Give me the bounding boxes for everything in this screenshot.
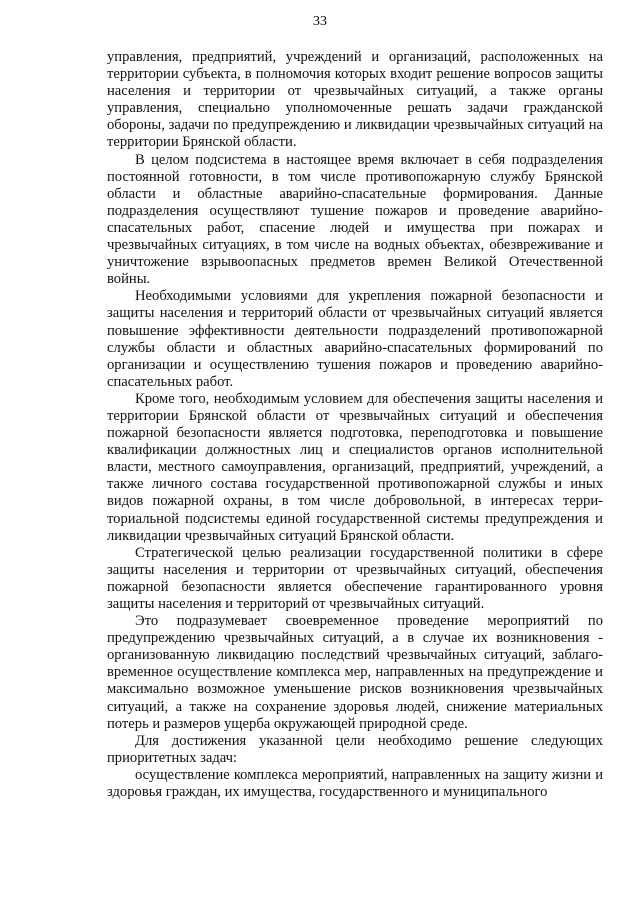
paragraph-5: Стратегической целью реализации государственной политики в сфере защиты населения и территории от чрезвычайных ситуаций, обеспечения пожарной безопасности является обеспечение гарантированного уровня защиты населения и территорий от чрезвычайных ситуаций. [107,544,603,612]
paragraph-4: Кроме того, необходимым условием для обеспечения защиты населения и территории Брянской области от чрезвычайных ситуаций и обеспечения пожарной безопасности является подготовка, переподготовка и повышение квалификации должностных лиц и специалистов органов исполнительной власти, местного самоуправления, организаций, предприятий, учреждений, а также личного состава государственной противопожарной службы и иных видов пожарной охраны, в том числе добровольной, в интересах территориальной подсистемы единой государственной системы предупреждения и ликвидации чрезвычайных ситуаций Брянской области. [107,390,603,544]
paragraph-6: Это подразумевает своевременное проведение мероприятий по предупреждению чрезвычайных ситуаций, а в случае их возникновения - организованную ликвидацию последствий чрезвычайных ситуаций, заблаговременное осуществление комплекса мер, направленных на предупреждение и максимально возможное уменьшение рисков возникновения чрезвычайных ситуаций, а также на сохранение здоровья людей, снижение материальных потерь и размеров ущерба окружающей природной среде. [107,613,603,732]
paragraph-3: Необходимыми условиями для укрепления пожарной безопасности и защиты населения и территорий области от чрезвычайных ситуаций является повышение эффективности деятельности подразделений противопожарной службы области и областных аварийно-спасательных формирований по организации и осуществлению тушения пожаров и проведению аварийно-спасательных работ. [107,288,603,390]
body-text [107,49,603,801]
paragraph-1: управления, предприятий, учреждений и организаций, расположенных на территории субъекта, в полномочия которых входит решение вопросов защиты населения и территории от чрезвычайных ситуаций, а также органы управления, специально уполномоченные решать задачи гражданской обороны, задачи по предупреждению и ликвидации чрезвычайных ситуаций на территории Брянской области. [107,49,603,151]
paragraph-7: Для достижения указанной цели необходимо решение следующих приоритетных задач: [107,732,603,766]
page-number: 33 [313,14,327,29]
paragraph-2: В целом подсистема в настоящее время включает в себя подразделения постоянной готовности, в том числе противопожарную службу Брянской области и областные аварийно-спасательные формирования. Данные подразделения осуществляют тушение пожаров и проведение аварийно-спасательных работ, спасение людей и имущества при пожарах и чрезвычайных ситуациях, в том числе на водных объектах, обезвреживание и уничтожение взрывоопасных предметов времен Великой Отечественной войны. [107,151,603,288]
paragraph-8: осуществление комплекса мероприятий, направленных на защиту жизни и здоровья граждан, их имущества, государственного и муниципального [107,766,603,801]
